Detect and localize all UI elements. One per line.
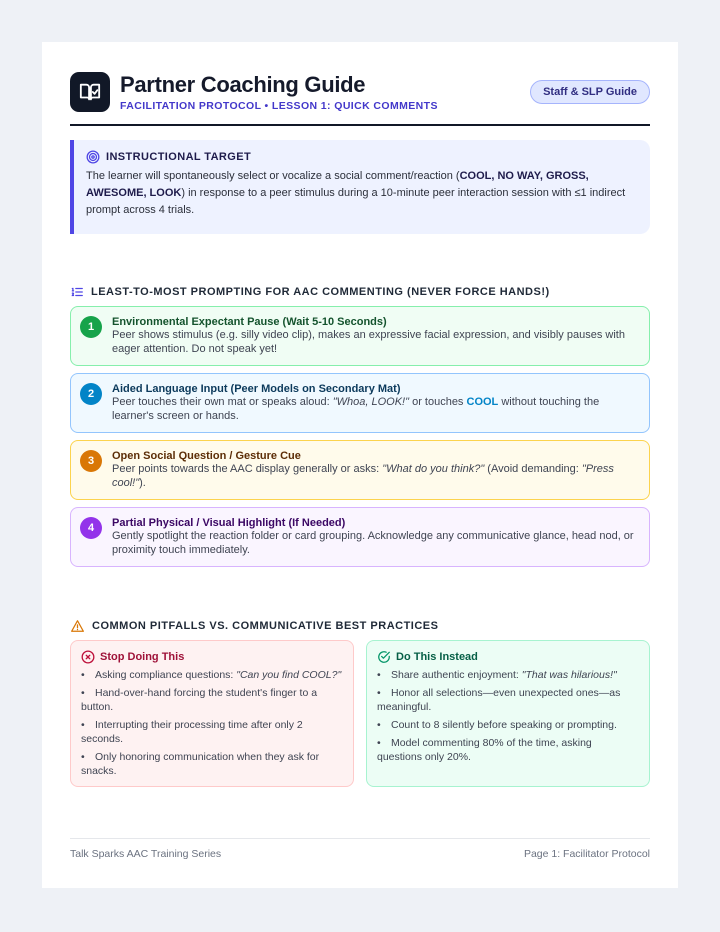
prompt-step-2	[70, 373, 650, 433]
audience-badge: Staff & SLP Guide	[530, 80, 650, 104]
item-text: Asking compliance questions:	[95, 669, 237, 681]
prompt-step-3	[70, 440, 650, 500]
list-icon	[70, 285, 84, 299]
target-description	[86, 168, 636, 219]
item-text: Share authentic enjoyment:	[391, 669, 522, 681]
page-title: Partner Coaching Guide	[120, 72, 366, 97]
pitfalls-heading-text: COMMON PITFALLS VS. COMMUNICATIVE BEST PRACTICES	[92, 620, 439, 632]
do-list	[377, 668, 639, 764]
do-heading-text: Do This Instead	[396, 651, 478, 663]
step-text: ).	[139, 476, 146, 489]
step-description: Peer shows stimulus (e.g. silly video clip), makes an expressive facial expression, and visibly pauses with eager attention. Do not speak yet!	[112, 329, 625, 355]
step-text: Peer touches their own mat or speaks aloud:	[112, 396, 333, 408]
prompt-step-1	[70, 306, 650, 366]
list-item: • Honor all selections—even unexpected ones—as meaningful.	[377, 687, 621, 713]
step-text: or touches	[409, 396, 467, 408]
prompting-steps	[70, 306, 650, 574]
step-quote: "Whoa, LOOK!"	[332, 396, 410, 408]
item-quote: "Can you find COOL?"	[236, 669, 342, 681]
prompt-step-4	[70, 507, 650, 567]
page-subtitle: FACILITATION PROTOCOL • LESSON 1: QUICK COMMENTS	[120, 100, 438, 112]
check-circle-icon	[377, 650, 391, 664]
stop-list	[81, 668, 343, 778]
x-circle-icon	[81, 650, 95, 664]
step-text: without touching the learner's screen or hands.	[112, 396, 600, 422]
footer-series: Talk Sparks AAC Training Series	[70, 848, 222, 860]
step-number: 4	[80, 517, 102, 539]
list-item: • Interrupting their processing time after only 2 seconds.	[81, 719, 303, 745]
pitfalls-columns	[70, 640, 650, 787]
footer-page: Page 1: Facilitator Protocol	[523, 848, 650, 860]
step-title: Environmental Expectant Pause (Wait 5-10 Seconds)	[112, 316, 387, 328]
list-item: • Asking compliance questions: "Can you find COOL?"	[81, 669, 342, 681]
header-divider	[70, 124, 650, 126]
list-item: • Only honoring communication when they ask for snacks.	[81, 751, 320, 777]
list-item: • Share authentic enjoyment: "That was hilarious!"	[377, 669, 617, 681]
item-quote: "That was hilarious!"	[521, 669, 617, 681]
step-emphasis: COOL	[466, 396, 499, 408]
item-text: Hand-over-hand forcing the student's finger to a button.	[81, 687, 318, 713]
step-quote: "What do you think?"	[382, 463, 485, 475]
header	[70, 72, 650, 126]
step-description	[112, 396, 639, 423]
prompting-heading-text: LEAST-TO-MOST PROMPTING FOR AAC COMMENTING (NEVER FORCE HANDS!)	[91, 286, 550, 298]
target-words: COOL, NO WAY, GROSS, AWESOME, LOOK	[86, 170, 589, 199]
item-text: Count to 8 silently before speaking or prompting.	[391, 719, 617, 731]
item-text: Honor all selections—even unexpected ones—as meaningful.	[377, 687, 621, 713]
item-text: Model commenting 80% of the time, asking questions only 20%.	[377, 737, 592, 763]
stop-heading-text: Stop Doing This	[100, 651, 185, 663]
do-instead-panel	[366, 640, 650, 787]
list-item: • Model commenting 80% of the time, asking questions only 20%.	[377, 737, 592, 763]
stop-heading	[81, 650, 343, 664]
prompting-heading	[70, 285, 550, 299]
step-number: 1	[80, 316, 102, 338]
stop-doing-panel	[70, 640, 354, 787]
instructional-target-box	[70, 140, 650, 234]
step-number: 3	[80, 450, 102, 472]
step-title: Open Social Question / Gesture Cue	[112, 450, 301, 462]
guide-page	[42, 42, 678, 888]
list-item: • Hand-over-hand forcing the student's finger to a button.	[81, 687, 318, 713]
step-description	[112, 463, 639, 490]
target-text-2: ) in response to a peer stimulus during a 10-minute peer interaction session with ≤1 indirect prompt across 4 trials.	[86, 187, 626, 216]
step-title: Aided Language Input (Peer Models on Secondary Mat)	[112, 383, 401, 395]
pitfalls-heading	[70, 619, 438, 633]
item-text: Interrupting their processing time after only 2 seconds.	[81, 719, 303, 745]
list-item: • Count to 8 silently before speaking or prompting.	[377, 719, 617, 731]
step-description: Gently spotlight the reaction folder or card grouping. Acknowledge any communicative glance, head nod, or proximity touch immediately.	[112, 530, 634, 556]
warning-icon	[70, 619, 85, 633]
target-icon	[86, 150, 100, 164]
step-text: Peer points towards the AAC display generally or asks:	[112, 463, 383, 475]
book-check-icon	[70, 72, 110, 112]
step-quote: "Press cool!"	[112, 463, 614, 489]
step-text: (Avoid demanding:	[484, 463, 582, 475]
step-number: 2	[80, 383, 102, 405]
item-text: Only honoring communication when they ask for snacks.	[81, 751, 320, 777]
target-heading-text: INSTRUCTIONAL TARGET	[106, 151, 252, 163]
footer-divider	[70, 838, 650, 839]
target-heading	[86, 150, 636, 164]
do-heading	[377, 650, 639, 664]
target-text-1: The learner will spontaneously select or vocalize a social comment/reaction (	[86, 170, 460, 182]
step-title: Partial Physical / Visual Highlight (If Needed)	[112, 517, 346, 529]
